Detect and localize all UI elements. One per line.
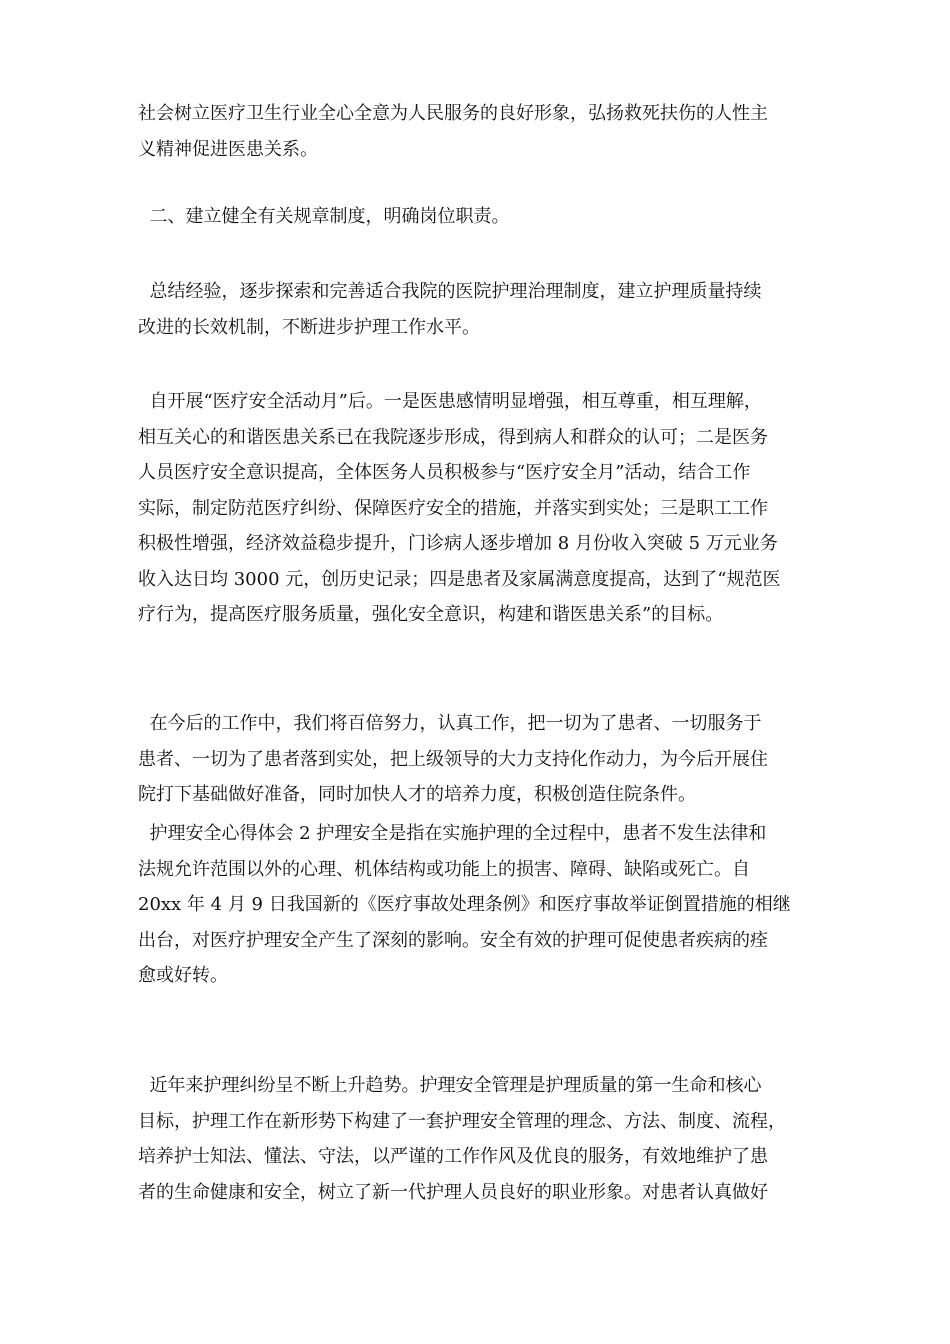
text-line: 培养护士知法、懂法、守法，以严谨的工作作风及优良的服务，有效地维护了患 [138, 1146, 768, 1167]
text-line: 积极性增强，经济效益稳步提升，门诊病人逐步增加 8 月份收入突破 5 万元业务 [138, 533, 778, 554]
paragraph-6 [138, 816, 828, 994]
text-line: 患者、一切为了患者落到实处，把上级领导的大力支持化作动力，为今后开展住 [138, 748, 768, 770]
text-line: 自开展“医疗安全活动月”后。一是医患感情明显增强，相互尊重，相互理解， [138, 391, 762, 412]
text-line: 义精神促进医患关系。 [138, 138, 318, 160]
text-line: 在今后的工作中，我们将百倍努力，认真工作，把一切为了患者、一切服务于 [138, 713, 762, 734]
text-line: 愈或好转。 [138, 965, 228, 986]
text-line: 20xx 年 4 月 9 日我国新的《医疗事故处理条例》和医疗事故举证倒置措施的相继 [138, 894, 791, 915]
paragraph-4 [138, 384, 828, 633]
paragraph-7 [138, 1068, 828, 1210]
text-line: 人员医疗安全意识提高，全体医务人员积极参与“医疗安全月”活动，结合工作 [138, 462, 751, 483]
text-line: 相互关心的和谐医患关系已在我院逐步形成，得到病人和群众的认可；二是医务 [138, 426, 768, 448]
paragraph-1 [138, 96, 828, 167]
text-line: 实际，制定防范医疗纠纷、保障医疗安全的措施，并落实到实处；三是职工工作 [138, 497, 768, 519]
text-line: 护理安全心得体会 2 护理安全是指在实施护理的全过程中，患者不发生法律和 [138, 823, 767, 844]
text-line: 出台，对医疗护理安全产生了深刻的影响。安全有效的护理可促使患者疾病的痊 [138, 929, 768, 951]
text-line: 疗行为，提高医疗服务质量，强化安全意识，构建和谐医患关系”的目标。 [138, 604, 724, 625]
text-line: 二、建立健全有关规章制度，明确岗位职责。 [138, 206, 510, 227]
text-line: 总结经验，逐步探索和完善适合我院的医院护理治理制度，建立护理质量持续 [138, 281, 762, 302]
text-line: 近年来护理纠纷呈不断上升趋势。护理安全管理是护理质量的第一生命和核心 [138, 1075, 762, 1096]
text-line: 法规允许范围以外的心理、机体结构或功能上的损害、障碍、缺陷或死亡。自 [138, 858, 750, 880]
paragraph-3 [138, 274, 828, 345]
text-line: 改进的长效机制，不断进步护理工作水平。 [138, 316, 480, 338]
text-line: 收入达日均 3000 元，创历史记录；四是患者及家属满意度提高，达到了“规范医 [138, 568, 781, 590]
text-line: 者的生命健康和安全，树立了新一代护理人员良好的职业形象。对患者认真做好 [138, 1181, 768, 1203]
text-line: 目标，护理工作在新形势下构建了一套护理安全管理的理念、方法、制度、流程， [138, 1110, 786, 1132]
paragraph-5 [138, 706, 828, 813]
text-line: 院打下基础做好准备，同时加快人才的培养力度，积极创造住院条件。 [138, 784, 696, 805]
section-heading [138, 199, 828, 235]
text-line: 社会树立医疗卫生行业全心全意为人民服务的良好形象，弘扬救死扶伤的人性主 [138, 103, 768, 124]
